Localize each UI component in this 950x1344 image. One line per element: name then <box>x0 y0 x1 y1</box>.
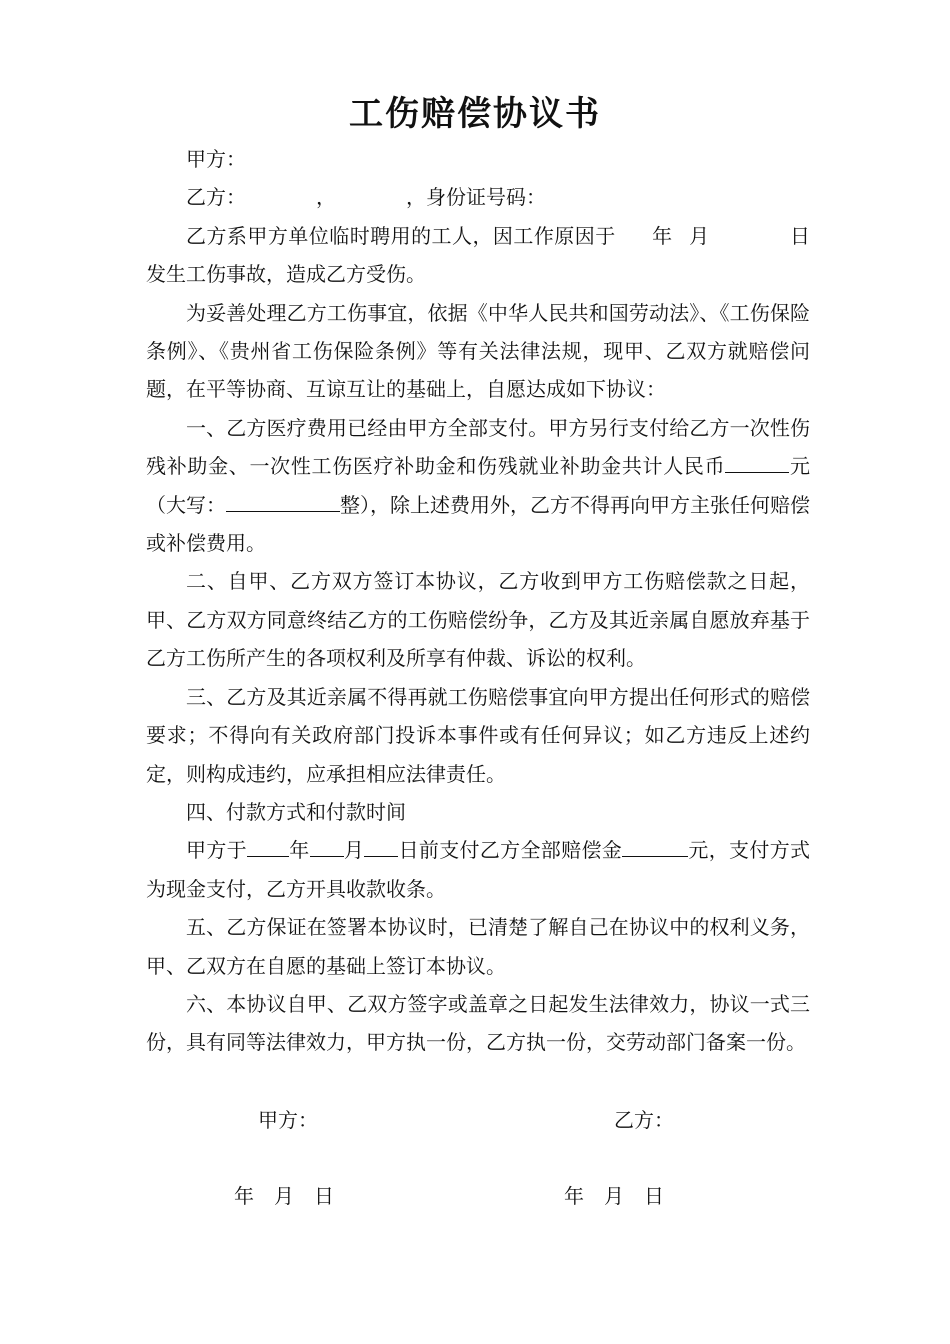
clause-6: 六、本协议自甲、乙双方签字或盖章之日起发生法律效力，协议一式三份，具有同等法律效力，甲方执一份，乙方执一份，交劳动部门备案一份。 <box>146 991 810 1055</box>
amount-blank <box>725 452 789 473</box>
clause-5: 五、乙方保证在签署本协议时，已清楚了解自己在协议中的权利义务，甲、乙双方在自愿的基础上签订本协议。 <box>146 915 810 978</box>
document-body <box>146 140 810 1062</box>
signature-party-b: 乙方： <box>614 1108 674 1132</box>
basis-paragraph: 为妥善处理乙方工伤事宜，依据《中华人民共和国劳动法》、《工伤保险条例》、《贵州省工伤保险条例》等有关法律法规，现甲、乙双方就赔偿问题，在平等协商、互谅互让的基础上，自愿达成如下协议： <box>146 300 810 402</box>
clause-2: 二、自甲、乙方双方签订本协议，乙方收到甲方工伤赔偿款之日起，甲、乙方双方同意终结乙方的工伤赔偿纷争，乙方及其近亲属自愿放弃基于乙方工伤所产生的各项权利及所享有仲裁、诉讼的权利。 <box>146 569 810 671</box>
year-blank <box>247 836 289 857</box>
party-b-line <box>146 178 810 216</box>
clause-4: 甲方于 年 月 日前支付乙方全部赔偿金 元，支付方式为现金支付，乙方开具收款收条。 <box>146 838 811 901</box>
date-party-a: 年 月 日 <box>234 1184 334 1208</box>
date-party-b: 年 月 日 <box>564 1184 664 1208</box>
party-b-label: 乙方： <box>186 185 246 210</box>
clause-4-title: 四、付款方式和付款时间 <box>186 799 406 824</box>
party-a-line: 甲方： <box>186 147 246 171</box>
party-b-id-label: ，身份证号码： <box>406 185 546 210</box>
clause-3: 三、乙方及其近亲属不得再就工伤赔偿事宜向甲方提出任何形式的赔偿要求；不得向有关政府部门投诉本事件或有任何异议；如乙方违反上述约定，则构成违约，应承担相应法律责任。 <box>146 684 810 786</box>
payment-blank <box>622 836 688 857</box>
accident-paragraph: 乙方系甲方单位临时聘用的工人，因工作原因于 年 月 日发生工伤事故，造成乙方受伤。 <box>146 223 811 287</box>
signature-party-a: 甲方： <box>258 1108 318 1132</box>
party-b-comma: ， <box>316 185 336 210</box>
month-blank <box>310 836 344 857</box>
day-blank <box>364 836 398 857</box>
clause-1: 一、乙方医疗费用已经由甲方全部支付。甲方另行支付给乙方一次性伤残补助金、一次性工伤医疗补助金和伤残就业补助金共计人民币 元（大写： 整），除上述费用外，乙方不得再向甲方主张任何赔偿或补偿费用。 <box>146 415 811 556</box>
amount-words-blank <box>226 491 340 512</box>
document-title: 工伤赔偿协议书 <box>349 94 601 134</box>
